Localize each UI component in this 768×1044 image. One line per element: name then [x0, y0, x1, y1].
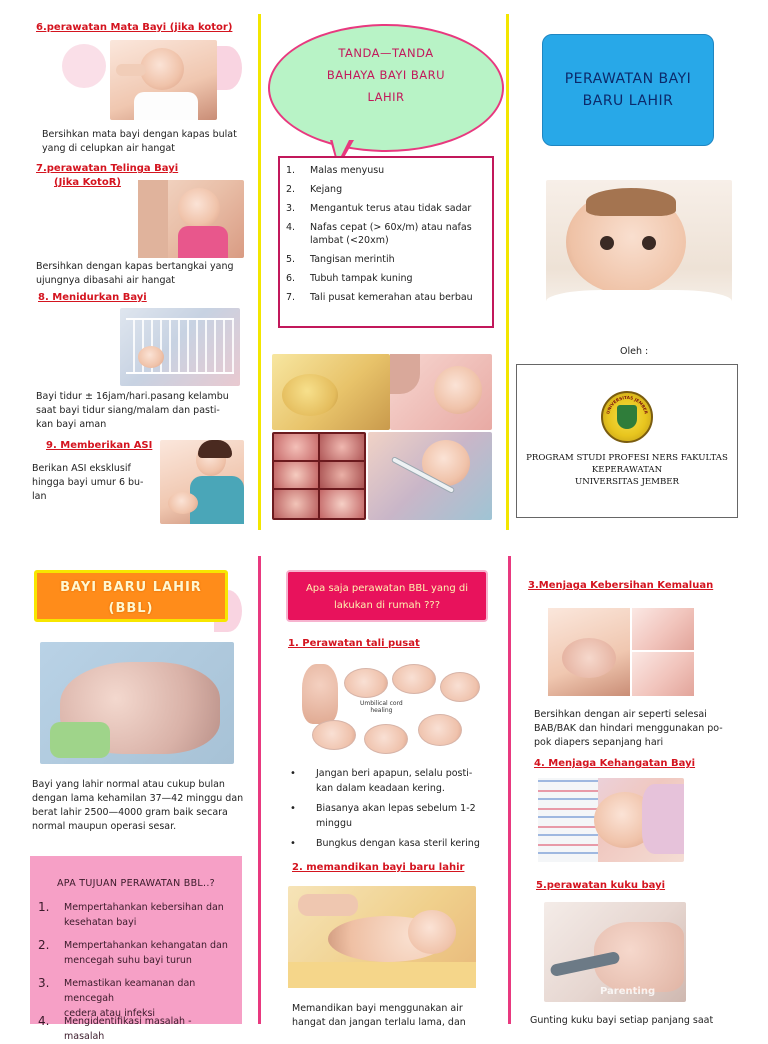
nail-clipping-photo: [544, 902, 686, 1002]
danger-signs-list: [278, 156, 494, 328]
breastfeeding-heading: 9. Memberikan ASI: [46, 440, 153, 451]
newborn-photo: [40, 642, 234, 764]
ear-care-heading: 7.perawatan Telinga Bayi (Jika KotoR): [36, 163, 179, 188]
ear-care-text: Bersihkan dengan kapas bertangkai yang ujungnya dibasahi air hangat: [36, 261, 234, 286]
panel-divider-right: [506, 14, 509, 530]
cover-title-box: PERAWATAN BAYI BARU LAHIR: [542, 34, 714, 146]
diaper-area-photo: [548, 608, 694, 696]
cord-diagram-caption: Umbilical cord healing: [360, 700, 403, 714]
bbl-title: BAYI BARU LAHIR: [60, 580, 202, 595]
jaundice-baby-photo: [272, 354, 390, 430]
umbilical-cord-diagram: [298, 660, 488, 756]
crib-photo: [120, 308, 240, 386]
list-item: 7. Tali pusat kemerahan atau berbau: [286, 292, 473, 303]
cover-baby-photo: [546, 180, 732, 328]
goals-heading: APA TUJUAN PERAWATAN BBL..?: [56, 878, 216, 889]
crying-baby-photo: [390, 354, 492, 430]
svg-text:UNIVERSITAS JEMBER: UNIVERSITAS JEMBER: [605, 394, 649, 415]
eye-care-text: Bersihkan mata bayi dengan kapas bulat yang di celupkan air hangat: [42, 129, 237, 154]
danger-signs-title: TANDA—TANDA BAHAYA BAYI BARU LAHIR: [326, 46, 446, 104]
brochure-page-inside: [0, 556, 768, 1042]
cord-care-list: [286, 766, 496, 856]
list-item: 6. Tubuh tampak kuning: [286, 273, 413, 284]
skin-condition-grid-photo: [272, 432, 366, 520]
eye-care-heading: 6.perawatan Mata Bayi (jika kotor): [36, 22, 233, 33]
list-item: 2. Mempertahankan kehangatan dan mencegah suhu bayi turun: [38, 938, 228, 966]
eye-care-photo: [110, 40, 217, 120]
home-care-question-box: Apa saja perawatan BBL yang di lakukan di rumah ???: [286, 570, 488, 622]
list-item: 1. Mempertahankan kebersihan dan kesehatan bayi: [38, 900, 224, 928]
bathing-heading: 2. memandikan bayi baru lahir: [292, 862, 465, 873]
list-item: 3. Memastikan keamanan dan mencegah cedera atau infeksi: [38, 976, 196, 1019]
ear-care-photo: [138, 180, 244, 258]
list-item: 5. Tangisan merintih: [286, 254, 395, 265]
panel-divider-left: [258, 556, 261, 1024]
bathing-text: Memandikan bayi menggunakan air hangat dan jangan terlalu lama, dan: [292, 1003, 466, 1028]
nail-care-heading: 5.perawatan kuku bayi: [536, 880, 666, 891]
goals-box: [30, 856, 242, 1042]
institution-name: PROGRAM STUDI PROFESI NERS FAKULTAS KEPERAWATAN UNIVERSITAS JEMBER: [526, 453, 728, 487]
bathing-photo: [288, 886, 476, 988]
genital-care-heading: 3.Menjaga Kebersihan Kemaluan: [528, 580, 714, 591]
list-item: 4. Nafas cepat (> 60x/m) atau nafas lambat (<20xm): [286, 222, 472, 246]
sleep-heading: 8. Menidurkan Bayi: [38, 292, 147, 303]
nail-care-text: Gunting kuku bayi setiap panjang saat: [530, 1015, 714, 1026]
institution-box: [516, 364, 738, 518]
bbl-title-box: BAYI BARU LAHIR (BBL): [34, 570, 228, 622]
list-item: 1. Malas menyusu: [286, 165, 385, 176]
list-item: 4. Mengidentifikasi masalah - masalah: [38, 1014, 192, 1042]
panel-divider-left: [258, 14, 261, 530]
genital-care-text: Bersihkan dengan air seperti selesai BAB/BAK dan hindari menggunakan po- pok diapers sepanjang hari: [534, 709, 723, 748]
home-care-question: Apa saja perawatan BBL yang di: [305, 583, 469, 594]
cord-care-heading: 1. Perawatan tali pusat: [288, 638, 420, 649]
list-item: 2. Kejang: [286, 184, 343, 195]
warmth-heading: 4. Menjaga Kehangatan Bayi: [534, 758, 696, 769]
cover-title: PERAWATAN BAYI: [564, 71, 692, 87]
bbl-definition: Bayi yang lahir normal atau cukup bulan dengan lama kehamilan 37—42 minggu dan berat lahir 2500—4000 gram baik secara normal maupun operasi sesar.: [32, 779, 244, 832]
list-item: • Bungkus dengan kasa steril kering: [286, 836, 496, 851]
page-gap: [0, 530, 768, 556]
breastfeeding-photo: [160, 440, 244, 524]
university-logo: [601, 391, 653, 443]
breastfeeding-text: Berikan ASI eksklusif hingga bayi umur 6 bu- lan: [32, 463, 144, 502]
panel-divider-right: [508, 556, 511, 1024]
sleep-text: Bayi tidur ± 16jam/hari.pasang kelambu saat bayi tidur siang/malam dan pasti- kan bayi aman: [36, 391, 229, 430]
photo-watermark: Parenting: [600, 986, 656, 997]
list-item: • Biasanya akan lepas sebelum 1-2 minggu: [286, 801, 496, 831]
pink-circle-decoration: [62, 44, 106, 88]
thermometer-baby-photo: [368, 432, 492, 520]
list-item: 3. Mengantuk terus atau tidak sadar: [286, 203, 472, 214]
swaddled-baby-photo: [538, 778, 684, 862]
list-item: • Jangan beri apapun, selalu posti- kan dalam keadaan kering.: [286, 766, 496, 796]
author-label: Oleh :: [620, 346, 649, 357]
